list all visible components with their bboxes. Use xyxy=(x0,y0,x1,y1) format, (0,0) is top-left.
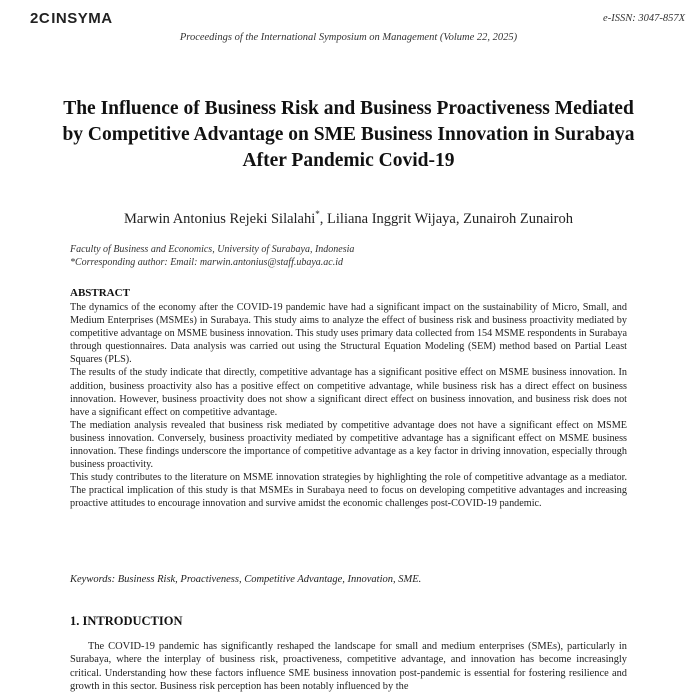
abstract-body xyxy=(70,301,627,511)
abstract-paragraph-3: The mediation analysis revealed that business risk mediated by competitive advantage does not have a significant effect on MSME business innovation. Conversely, business proactivity mediated by competitive advantage has a significant effect on MSME business innovation. These findings underscore the importance of competitive advantage as a key factor in driving innovation, especially through business proactivity. xyxy=(70,419,627,471)
page-header xyxy=(30,10,685,30)
abstract-paragraph-4: This study contributes to the literature on MSME innovation strategies by highlighting the role of competitive advantage as a mediator. The practical implication of this study is that MSMEs in Surabaya need to focus on developing competitive advantages and increasing proactive attitudes to encourage innovation and survive amidst the economic challenges post-COVID-19 pandemic. xyxy=(70,472,627,510)
abstract-paragraph-2: The results of the study indicate that directly, competitive advantage has a significant positive effect on MSME business innovation. In addition, business proactivity also has a positive effect on competitive advantage, while business risk has a direct effect on business innovation. However, business proactivity does not show a significant direct effect on business innovation, and business risk does not have a significant effect on competitive advantage. xyxy=(70,367,627,418)
corresponding-mark: * xyxy=(315,209,320,219)
logo-mark: 2C xyxy=(30,10,51,27)
abstract-heading: ABSTRACT xyxy=(70,287,130,299)
insyma-logo xyxy=(30,10,113,27)
author-first: Marwin Antonius Rejeki Silalahi xyxy=(123,210,316,227)
author-list xyxy=(0,209,697,228)
affiliation: Faculty of Business and Economics, University of Surabaya, Indonesia xyxy=(70,244,355,255)
keywords-line: Keywords: Business Risk, Proactiveness, Competitive Advantage, Innovation, SME. xyxy=(70,574,422,585)
affiliation-block xyxy=(70,243,627,269)
author-rest: , Liliana Inggrit Wijaya, Zunairoh Zunairoh xyxy=(319,210,574,227)
paper-title: The Influence of Business Risk and Business Proactiveness Mediated by Competitive Advantage on SME Business Innovation in Surabaya After Pandemic Covid-19 xyxy=(62,98,635,171)
section-heading-introduction: 1. INTRODUCTION xyxy=(70,614,183,628)
abstract-paragraph-1: The dynamics of the economy after the COVID-19 pandemic have had a significant impact on the sustainability of Micro, Small, and Medium Enterprises (MSMEs) in Surabaya. This study aims to analyze the effect of business risk and business proactivity mediated by competitive advantage on MSME business innovation. This study uses primary data collected from 154 MSME respondents in Surabaya through questionnaires. Data analysis was carried out using the Structural Equation Modeling (SEM) method based on Partial Least Squares (PLS). xyxy=(70,302,627,366)
logo-text: INSYMA xyxy=(51,10,113,27)
proceedings-line: Proceedings of the International Symposium on Management (Volume 22, 2025) xyxy=(179,32,518,43)
issn-label: e-ISSN: 3047-857X xyxy=(603,13,685,24)
corresponding-author: *Corresponding author: Email: marwin.antonius@staff.ubaya.ac.id xyxy=(70,257,343,268)
introduction-paragraph: The COVID-19 pandemic has significantly reshaped the landscape for small and medium enterprises (SMEs), particularly in Surabaya, where the interplay of business risk, proactiveness, competitive advantage, and innovation has become increasingly critical. Understanding how these factors influence SME business innovation post-pandemic is essential for fostering resilience and growth in this sector. Business risk perception has been notably influenced by the xyxy=(70,641,627,692)
